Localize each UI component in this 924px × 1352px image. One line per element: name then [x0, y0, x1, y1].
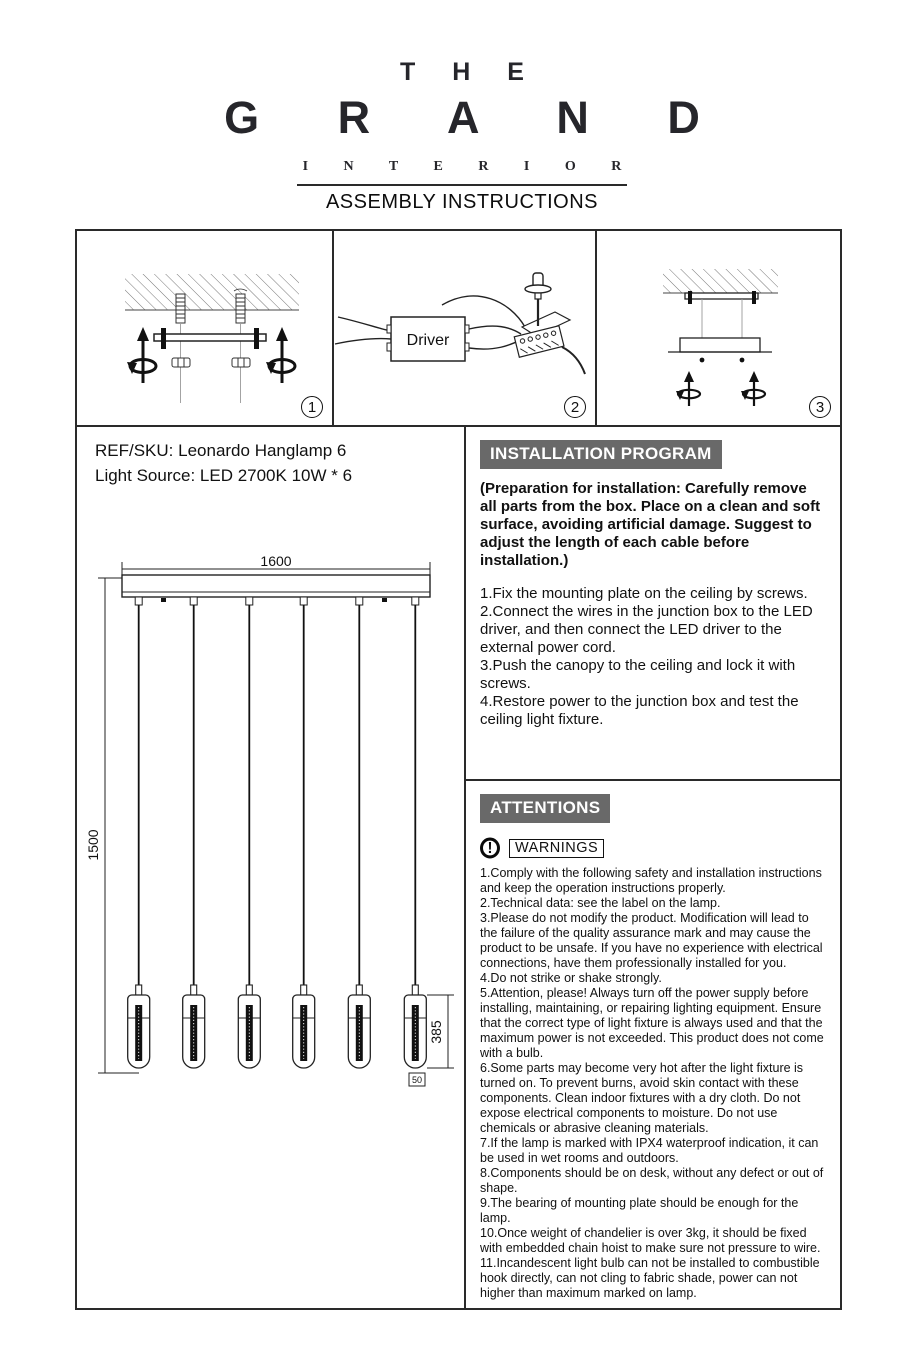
product-info	[77, 427, 464, 488]
ceiling-hatch	[125, 274, 299, 310]
step-number-badge-1: 1	[301, 396, 323, 418]
pendant	[128, 597, 150, 1068]
instructions-column	[466, 427, 840, 1308]
warnings-list	[480, 866, 826, 1301]
warning-item: 5.Attention, please! Always turn off the power supply before installing, maintaining, or repairing lighting equipment. Ensure that the correct type of light fixture is always used and that the maximum power is not exceeded. This product does not come with a bulb.	[480, 986, 824, 1060]
driver-label: Driver	[406, 332, 450, 349]
dimension-label-50: 50	[411, 1075, 423, 1085]
attentions-heading: ATTENTIONS	[480, 794, 610, 823]
brand-line-grand: G R A N D	[224, 92, 733, 143]
turn-arrow-left	[127, 327, 156, 383]
warning-item: 1.Comply with the following safety and installation instructions and keep the operation instructions properly.	[480, 866, 822, 895]
brand-line-the: T H E	[400, 58, 539, 86]
warning-item: 3.Please do not modify the product. Modification will lead to the failure of the quality assurance mark and may cause the product to be unsafe. If you have no experience with electrical connections, have them professionally installed for you.	[480, 911, 823, 970]
canopy-bar	[122, 575, 430, 597]
screw-arrow-right	[741, 371, 765, 406]
mounted-plate	[685, 293, 758, 299]
exclamation-circle-icon: !	[480, 838, 500, 859]
installation-step: 1.Fix the mounting plate on the ceiling by screws.	[480, 585, 808, 602]
brand-line-interior: I N T E R I O R	[302, 159, 638, 174]
dimension-label-385: 385	[428, 1020, 444, 1044]
warning-item: 7.If the lamp is marked with IPX4 waterproof indication, it can be used in wet rooms and outdoors.	[480, 1136, 819, 1165]
dimension-label-1500: 1500	[85, 829, 101, 861]
mounting-plate	[154, 334, 266, 341]
canopy	[680, 338, 760, 352]
brand-header	[0, 58, 924, 214]
step-diagram-row	[77, 231, 840, 427]
diagram-panel-3-canopy	[597, 231, 840, 425]
pendant	[183, 597, 205, 1068]
warnings-header	[480, 838, 826, 858]
warnings-label: WARNINGS	[509, 839, 604, 858]
product-cell	[77, 427, 466, 1308]
attentions-section	[466, 781, 840, 1308]
pendants	[128, 597, 427, 1068]
content-grid	[75, 229, 842, 1310]
warning-item: 11.Incandescent light bulb can not be installed to combustible hook directly, can not cling to fabric shade, power can not higher than maximum marked on lamp.	[480, 1256, 820, 1300]
lamp-dimension-drawing	[77, 553, 464, 1101]
dimension-top-width	[122, 553, 430, 575]
driver-wiring-diagram	[334, 231, 595, 423]
step-number-badge-2: 2	[564, 396, 586, 418]
pendant	[238, 597, 260, 1068]
dimension-tube-length	[427, 995, 454, 1068]
terminal-block	[514, 326, 564, 358]
warning-item: 10.Once weight of chandelier is over 3kg, it should be fixed with embedded chain hoist to make sure not pressure to wire.	[480, 1226, 821, 1255]
warning-item: 9.The bearing of mounting plate should be enough for the lamp.	[480, 1196, 799, 1225]
ceiling-hatch	[663, 269, 778, 293]
preparation-note: (Preparation for installation: Carefully remove all parts from the box. Place on a clean and soft surface, avoiding artificial damage. Suggest to adjust the length of each cable before installation.)	[480, 480, 821, 569]
light-source-text: Light Source: LED 2700K 10W * 6	[95, 465, 353, 485]
warning-item: 2.Technical data: see the label on the lamp.	[480, 896, 721, 910]
installation-heading: INSTALLATION PROGRAM	[480, 440, 722, 469]
pendant	[348, 597, 370, 1068]
turn-arrow-right	[266, 327, 295, 383]
installation-section	[466, 427, 840, 781]
main-row	[77, 427, 840, 1308]
dimension-tube-width	[409, 1073, 425, 1086]
warning-item: 4.Do not strike or shake strongly.	[480, 971, 662, 985]
dimension-label-1600: 1600	[260, 553, 292, 569]
diagram-panel-2-driver-wiring	[334, 231, 597, 425]
installation-step: 2.Connect the wires in the junction box to the LED driver, and then connect the LED driver to the external power cord.	[480, 603, 813, 656]
step-number-badge-3: 3	[809, 396, 831, 418]
ref-sku-text: REF/SKU: Leonardo Hanglamp 6	[95, 441, 347, 460]
pendant	[404, 597, 426, 1068]
installation-step: 4.Restore power to the junction box and test the ceiling light fixture.	[480, 693, 799, 728]
screw-arrow-left	[676, 371, 700, 406]
mounting-plate-diagram	[77, 231, 332, 423]
page-title: ASSEMBLY INSTRUCTIONS	[325, 191, 599, 213]
canopy-diagram	[597, 231, 838, 423]
warning-item: 8.Components should be on desk, without any defect or out of shape.	[480, 1166, 824, 1195]
nuts	[172, 358, 250, 367]
installation-step: 3.Push the canopy to the ceiling and lock it with screws.	[480, 657, 796, 692]
brand-divider	[297, 184, 627, 186]
warning-item: 6.Some parts may become very hot after the light fixture is turned on. To prevent burns, avoid skin contact with these components. Clean indoor fixtures with a dry cloth. Do not expose electrical components to moisture. Do not use chemicals or abrasive cleaning materials.	[480, 1061, 804, 1135]
diagram-panel-1-mounting-plate	[77, 231, 334, 425]
pendant	[293, 597, 315, 1068]
installation-steps	[480, 585, 826, 729]
